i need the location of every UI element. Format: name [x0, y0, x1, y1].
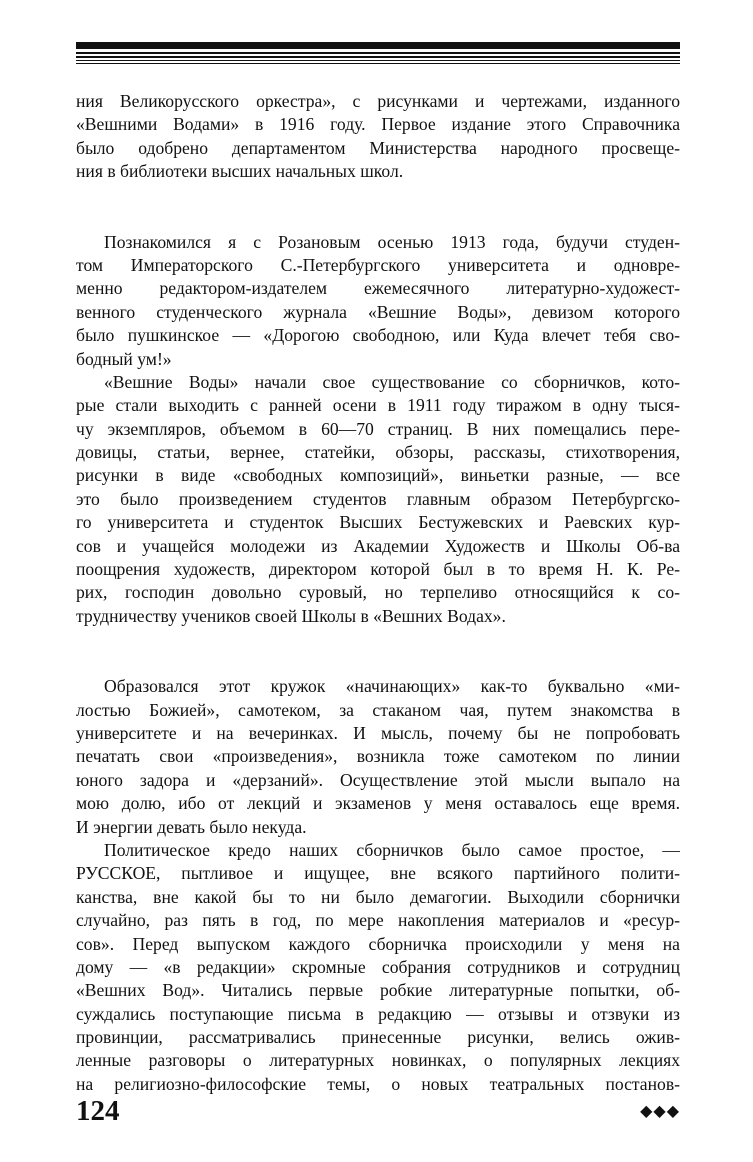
paragraph: [76, 371, 680, 628]
text-line: сов». Перед выпуском каждого сборничка происходили у меня на: [76, 933, 680, 954]
text-line: «Вешними Водами» в 1916 году. Первое издание этого Справочника: [76, 114, 680, 135]
text-line: было пушкинское — «Дорогою свободною, или Куда влечет тебя сво-: [76, 325, 680, 346]
header-rule-line: [76, 63, 680, 64]
text-line: довицы, статьи, вернее, статейки, обзоры, рассказы, стихотворения,: [76, 442, 680, 463]
text-line: случайно, раз пять в год, по мере накопления материалов и «ресур-: [76, 910, 680, 931]
text-line: провинции, рассматривались принесенные рисунки, велись ожив-: [76, 1027, 680, 1048]
header-rule: [76, 42, 680, 64]
header-rule-line: [76, 56, 680, 58]
text-line: ния в библиотеки высших начальных школ.: [76, 161, 404, 182]
text-line: том Императорского С.-Петербургского университета и одновре-: [76, 254, 680, 275]
paragraph-gap: [76, 184, 680, 231]
header-rule-thick: [76, 42, 680, 49]
text-line: было одобрено департаментом Министерства народного просвеще-: [76, 137, 680, 158]
text-line: ния Великорусского оркестра», с рисунками и чертежами, изданного: [76, 91, 680, 111]
text-line: сов и учащейся молодежи из Академии Художеств и Школы Об-ва: [76, 535, 680, 556]
text-line: рих, господин довольно суровый, но терпеливо относящийся к со-: [76, 582, 680, 603]
header-rule-line: [76, 52, 680, 54]
text-line: «Вешние Воды» начали свое существование со сборничков, кото-: [104, 371, 680, 392]
text-line: университете и на вечеринках. И мысль, почему бы не попробовать: [76, 722, 680, 743]
text-line: «Вешних Вод». Читались первые робкие литературные попытки, об-: [76, 980, 680, 1001]
text-line: менно редактором-издателем ежемесячного литературно-художест-: [76, 278, 680, 299]
body-text: [76, 90, 680, 1096]
text-line: канства, вне какой бы то ни было демагогии. Выходили сборнички: [76, 886, 680, 907]
text-line: Политическое кредо наших сборничков было самое простое, —: [104, 839, 680, 860]
text-line: бодный ум!»: [76, 348, 172, 369]
text-line: ленные разговоры о литературных новинках, о популярных лекциях: [76, 1050, 680, 1071]
text-line: го университета и студенток Высших Бестужевских и Раевских кур-: [76, 512, 680, 533]
paragraph: [76, 231, 680, 371]
text-line: рисунки в виде «свободных композиций», виньетки разные, — все: [76, 465, 680, 486]
paragraph: [76, 675, 680, 839]
text-line: венного студенческого журнала «Вешние Воды», девизом которого: [76, 301, 680, 322]
text-line: Познакомился я с Розановым осенью 1913 года, будучи студен-: [104, 231, 680, 252]
paragraph: [76, 90, 680, 184]
text-line: И энергии девать было некуда.: [76, 816, 307, 837]
text-line: это было произведением студентов главным образом Петербургско-: [76, 488, 680, 509]
page-number: 124: [76, 1095, 120, 1127]
text-line: поощрения художеств, директором которой был в то время Н. К. Ре-: [76, 559, 680, 580]
text-line: на религиозно-философские темы, о новых театральных постанов-: [76, 1073, 680, 1094]
text-line: трудничеству учеников своей Школы в «Вешних Водах».: [76, 605, 506, 626]
text-line: лостью Божией», самотеком, за стаканом чая, путем знакомства в: [76, 699, 680, 720]
text-line: РУССКОЕ, пытливое и ищущее, вне всякого партийного полити-: [76, 863, 680, 884]
diamond-ornament-icon: ◆◆◆: [640, 1103, 680, 1120]
text-line: мою долю, ибо от лекций и экзаменов у меня оставалось еще время.: [76, 793, 680, 814]
text-line: рые стали выходить с ранней осени в 1911 году тиражом в одну тыся-: [76, 395, 680, 416]
text-line: дому — «в редакции» скромные собрания сотрудников и сотрудниц: [76, 956, 680, 977]
text-line: Образовался этот кружок «начинающих» как-то буквально «ми-: [104, 676, 680, 697]
paragraph-gap: [76, 628, 680, 675]
text-line: суждались поступающие письма в редакцию — отзывы и отзвуки из: [76, 1003, 680, 1024]
header-rule-line: [76, 60, 680, 61]
text-line: юного задора и «дерзаний». Осуществление этой мысли выпало на: [76, 769, 680, 790]
text-line: печатать свои «произведения», возникла тоже самотеком по линии: [76, 746, 680, 767]
text-line: чу экземпляров, объемом в 60—70 страниц. В них помещались пере-: [76, 418, 680, 439]
paragraph: [76, 839, 680, 1096]
